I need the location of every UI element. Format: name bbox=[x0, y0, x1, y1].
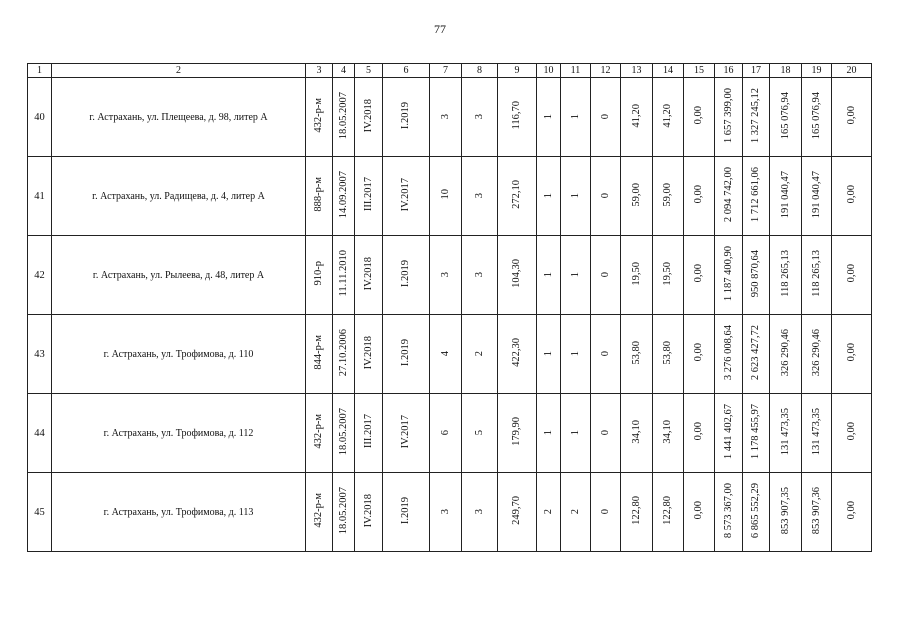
value-cell bbox=[715, 78, 743, 157]
cell-text: 19,50 bbox=[662, 261, 673, 286]
cell-text: 27.10.2006 bbox=[337, 328, 349, 377]
value-cell bbox=[333, 157, 355, 236]
address-cell: г. Астрахань, ул. Трофимова, д. 110 bbox=[52, 315, 306, 394]
cell-text: 3 bbox=[439, 509, 451, 515]
value-cell bbox=[743, 78, 770, 157]
value-cell bbox=[498, 394, 537, 473]
cell-text: 0 bbox=[599, 509, 611, 515]
cell-text: 1 441 402,67 bbox=[722, 403, 734, 460]
column-number-cell: 10 bbox=[537, 64, 561, 78]
cell-text: 0,00 bbox=[845, 501, 857, 520]
value-cell bbox=[832, 473, 872, 552]
value-cell bbox=[498, 473, 537, 552]
value-cell bbox=[306, 157, 333, 236]
value-cell bbox=[355, 473, 383, 552]
value-cell bbox=[621, 315, 653, 394]
cell-text: 2 623 427,72 bbox=[750, 324, 761, 381]
value-cell bbox=[802, 236, 832, 315]
cell-text: 326 290,46 bbox=[810, 328, 822, 377]
value-cell bbox=[621, 157, 653, 236]
value-cell bbox=[802, 473, 832, 552]
value-cell bbox=[462, 157, 498, 236]
cell-text: 910-р bbox=[313, 261, 324, 286]
value-cell bbox=[430, 236, 462, 315]
value-cell bbox=[653, 78, 684, 157]
column-number-cell: 20 bbox=[832, 64, 872, 78]
value-cell bbox=[621, 236, 653, 315]
cell-text: 1 bbox=[542, 272, 554, 278]
cell-text: I.2019 bbox=[400, 338, 411, 367]
page-number: 77 bbox=[434, 22, 446, 36]
cell-text: 0,00 bbox=[845, 264, 857, 283]
cell-text: 118 265,13 bbox=[779, 250, 791, 297]
cell-text: 41,20 bbox=[662, 103, 673, 128]
cell-text: 6 bbox=[439, 430, 451, 436]
value-cell bbox=[430, 78, 462, 157]
cell-text: 326 290,46 bbox=[779, 328, 791, 377]
table-row bbox=[28, 236, 872, 315]
cell-text: 14.09.2007 bbox=[337, 170, 349, 219]
address-cell: г. Астрахань, ул. Радищева, д. 4, литер А bbox=[52, 157, 306, 236]
value-cell bbox=[430, 157, 462, 236]
value-cell bbox=[561, 315, 591, 394]
row-number-cell: 44 bbox=[28, 394, 52, 473]
value-cell bbox=[621, 394, 653, 473]
value-cell bbox=[333, 236, 355, 315]
value-cell bbox=[383, 236, 430, 315]
cell-text: 34,10 bbox=[662, 419, 673, 444]
value-cell bbox=[653, 315, 684, 394]
value-cell bbox=[684, 78, 715, 157]
cell-text: I.2019 bbox=[400, 259, 411, 288]
cell-text: 3 bbox=[439, 114, 451, 120]
cell-text: 18.05.2007 bbox=[337, 486, 349, 535]
value-cell bbox=[498, 157, 537, 236]
cell-text: 1 657 399,00 bbox=[722, 87, 734, 144]
value-cell bbox=[537, 315, 561, 394]
cell-text: 853 907,36 bbox=[810, 486, 822, 535]
cell-text: 191 040,47 bbox=[779, 170, 791, 219]
value-cell bbox=[684, 236, 715, 315]
value-cell bbox=[333, 394, 355, 473]
column-number-cell: 8 bbox=[462, 64, 498, 78]
value-cell bbox=[715, 157, 743, 236]
cell-text: 0 bbox=[599, 114, 611, 120]
cell-text: 0,00 bbox=[693, 264, 704, 283]
value-cell bbox=[306, 78, 333, 157]
column-number-cell: 14 bbox=[653, 64, 684, 78]
cell-text: 2 094 742,00 bbox=[722, 166, 734, 223]
cell-text: 0 bbox=[599, 193, 611, 199]
cell-text: 1 bbox=[569, 114, 581, 120]
value-cell bbox=[743, 236, 770, 315]
table-row bbox=[28, 473, 872, 552]
value-cell bbox=[355, 78, 383, 157]
column-number-cell: 19 bbox=[802, 64, 832, 78]
address-cell: г. Астрахань, ул. Рылеева, д. 48, литер А bbox=[52, 236, 306, 315]
cell-text: 432-р-м bbox=[313, 414, 324, 449]
cell-text: 0 bbox=[599, 430, 611, 436]
column-number-cell: 6 bbox=[383, 64, 430, 78]
value-cell bbox=[715, 394, 743, 473]
cell-text: I.2019 bbox=[400, 101, 411, 130]
register-table bbox=[27, 63, 872, 552]
cell-text: 4 bbox=[439, 351, 451, 357]
column-number-cell: 4 bbox=[333, 64, 355, 78]
value-cell bbox=[832, 157, 872, 236]
column-number-cell: 11 bbox=[561, 64, 591, 78]
column-number-row bbox=[28, 64, 872, 78]
value-cell bbox=[498, 78, 537, 157]
value-cell bbox=[383, 473, 430, 552]
address-cell: г. Астрахань, ул. Трофимова, д. 112 bbox=[52, 394, 306, 473]
cell-text: 432-р-м bbox=[313, 98, 324, 133]
value-cell bbox=[355, 315, 383, 394]
value-cell bbox=[383, 78, 430, 157]
value-cell bbox=[770, 315, 802, 394]
value-cell bbox=[770, 394, 802, 473]
value-cell bbox=[306, 394, 333, 473]
value-cell bbox=[832, 78, 872, 157]
cell-text: 0,00 bbox=[845, 106, 857, 125]
cell-text: 0 bbox=[599, 351, 611, 357]
value-cell bbox=[770, 473, 802, 552]
cell-text: 118 265,13 bbox=[810, 250, 822, 297]
cell-text: 6 865 552,29 bbox=[750, 482, 761, 539]
cell-text: 131 473,35 bbox=[810, 407, 822, 456]
value-cell bbox=[498, 315, 537, 394]
cell-text: 1 bbox=[569, 272, 581, 278]
cell-text: 0,00 bbox=[693, 501, 704, 520]
cell-text: 3 bbox=[439, 272, 451, 278]
cell-text: 1 bbox=[542, 351, 554, 357]
cell-text: 3 bbox=[473, 509, 485, 515]
cell-text: 59,00 bbox=[630, 182, 642, 207]
cell-text: 0,00 bbox=[845, 343, 857, 362]
value-cell bbox=[653, 157, 684, 236]
value-cell bbox=[802, 78, 832, 157]
value-cell bbox=[591, 236, 621, 315]
cell-text: 0,00 bbox=[693, 185, 704, 204]
value-cell bbox=[561, 157, 591, 236]
value-cell bbox=[715, 236, 743, 315]
column-number-cell: 17 bbox=[743, 64, 770, 78]
value-cell bbox=[561, 473, 591, 552]
column-number-cell: 16 bbox=[715, 64, 743, 78]
cell-text: 1 bbox=[542, 114, 554, 120]
column-number-cell: 9 bbox=[498, 64, 537, 78]
value-cell bbox=[498, 236, 537, 315]
column-number-cell: 13 bbox=[621, 64, 653, 78]
value-cell bbox=[333, 78, 355, 157]
cell-text: 8 573 367,00 bbox=[722, 482, 734, 539]
cell-text: 249,70 bbox=[511, 496, 522, 525]
cell-text: 1 bbox=[569, 193, 581, 199]
cell-text: 0,00 bbox=[693, 106, 704, 125]
value-cell bbox=[537, 394, 561, 473]
value-cell bbox=[743, 473, 770, 552]
value-cell bbox=[591, 473, 621, 552]
value-cell bbox=[430, 394, 462, 473]
row-number-cell: 42 bbox=[28, 236, 52, 315]
value-cell bbox=[383, 394, 430, 473]
cell-text: 0,00 bbox=[693, 422, 704, 441]
column-number-cell: 18 bbox=[770, 64, 802, 78]
value-cell bbox=[561, 78, 591, 157]
cell-text: 1 327 245,12 bbox=[750, 87, 761, 144]
cell-text: 2 bbox=[473, 351, 485, 357]
cell-text: 41,20 bbox=[630, 103, 642, 128]
row-number-cell: 45 bbox=[28, 473, 52, 552]
column-number-cell: 2 bbox=[52, 64, 306, 78]
column-number-cell: 15 bbox=[684, 64, 715, 78]
cell-text: 888-р-м bbox=[313, 177, 324, 212]
value-cell bbox=[770, 236, 802, 315]
value-cell bbox=[591, 78, 621, 157]
value-cell bbox=[537, 473, 561, 552]
value-cell bbox=[561, 394, 591, 473]
column-number-cell: 1 bbox=[28, 64, 52, 78]
cell-text: 165 076,94 bbox=[810, 91, 822, 140]
cell-text: 272,10 bbox=[511, 180, 522, 209]
cell-text: 1 178 455,97 bbox=[750, 403, 761, 460]
cell-text: 18.05.2007 bbox=[337, 91, 349, 140]
cell-text: I.2019 bbox=[400, 496, 411, 525]
table-row bbox=[28, 157, 872, 236]
value-cell bbox=[653, 473, 684, 552]
cell-text: 165 076,94 bbox=[779, 91, 791, 140]
cell-text: 2 bbox=[542, 509, 554, 515]
value-cell bbox=[537, 236, 561, 315]
row-number-cell: 40 bbox=[28, 78, 52, 157]
value-cell bbox=[537, 157, 561, 236]
cell-text: 1 712 661,06 bbox=[750, 166, 761, 223]
cell-text: 179,90 bbox=[511, 417, 522, 446]
cell-text: 18.05.2007 bbox=[337, 407, 349, 456]
cell-text: 432-р-м bbox=[313, 493, 324, 528]
value-cell bbox=[561, 236, 591, 315]
value-cell bbox=[743, 157, 770, 236]
row-number-cell: 43 bbox=[28, 315, 52, 394]
value-cell bbox=[802, 394, 832, 473]
value-cell bbox=[355, 157, 383, 236]
cell-text: 3 bbox=[473, 193, 485, 199]
cell-text: 0,00 bbox=[845, 185, 857, 204]
cell-text: 0,00 bbox=[845, 422, 857, 441]
value-cell bbox=[684, 315, 715, 394]
column-number-cell: 5 bbox=[355, 64, 383, 78]
value-cell bbox=[832, 315, 872, 394]
value-cell bbox=[462, 236, 498, 315]
cell-text: 422,30 bbox=[511, 338, 522, 367]
cell-text: 122,80 bbox=[662, 496, 673, 525]
value-cell bbox=[355, 394, 383, 473]
cell-text: 3 bbox=[473, 272, 485, 278]
cell-text: III.2017 bbox=[362, 177, 374, 212]
value-cell bbox=[462, 315, 498, 394]
value-cell bbox=[306, 473, 333, 552]
row-number-cell: 41 bbox=[28, 157, 52, 236]
cell-text: 104,30 bbox=[511, 259, 522, 288]
value-cell bbox=[306, 315, 333, 394]
value-cell bbox=[653, 236, 684, 315]
cell-text: 3 bbox=[473, 114, 485, 120]
cell-text: 131 473,35 bbox=[779, 407, 791, 456]
cell-text: IV.2017 bbox=[400, 177, 411, 212]
value-cell bbox=[383, 157, 430, 236]
value-cell bbox=[802, 315, 832, 394]
value-cell bbox=[333, 473, 355, 552]
value-cell bbox=[355, 236, 383, 315]
cell-text: 5 bbox=[473, 430, 485, 436]
value-cell bbox=[715, 315, 743, 394]
cell-text: 116,70 bbox=[511, 101, 522, 130]
cell-text: 2 bbox=[569, 509, 581, 515]
value-cell bbox=[832, 236, 872, 315]
value-cell bbox=[462, 473, 498, 552]
cell-text: 53,80 bbox=[662, 340, 673, 365]
value-cell bbox=[591, 315, 621, 394]
value-cell bbox=[591, 157, 621, 236]
address-cell: г. Астрахань, ул. Трофимова, д. 113 bbox=[52, 473, 306, 552]
value-cell bbox=[462, 78, 498, 157]
value-cell bbox=[333, 315, 355, 394]
cell-text: 950 870,64 bbox=[750, 249, 761, 298]
value-cell bbox=[306, 236, 333, 315]
cell-text: 191 040,47 bbox=[810, 170, 822, 219]
value-cell bbox=[770, 78, 802, 157]
value-cell bbox=[832, 394, 872, 473]
value-cell bbox=[684, 473, 715, 552]
value-cell bbox=[684, 394, 715, 473]
cell-text: 122,80 bbox=[630, 496, 642, 525]
column-number-cell: 12 bbox=[591, 64, 621, 78]
value-cell bbox=[743, 315, 770, 394]
cell-text: 1 bbox=[569, 351, 581, 357]
value-cell bbox=[537, 78, 561, 157]
cell-text: 844-р-м bbox=[313, 335, 324, 370]
table-row bbox=[28, 78, 872, 157]
value-cell bbox=[621, 78, 653, 157]
cell-text: 1 187 400,90 bbox=[722, 245, 734, 302]
column-number-cell: 3 bbox=[306, 64, 333, 78]
address-cell: г. Астрахань, ул. Плещеева, д. 98, литер А bbox=[52, 78, 306, 157]
cell-text: IV.2017 bbox=[400, 414, 411, 449]
cell-text: 53,80 bbox=[630, 340, 642, 365]
value-cell bbox=[621, 473, 653, 552]
cell-text: 1 bbox=[569, 430, 581, 436]
value-cell bbox=[715, 473, 743, 552]
value-cell bbox=[430, 315, 462, 394]
cell-text: 1 bbox=[542, 430, 554, 436]
value-cell bbox=[383, 315, 430, 394]
value-cell bbox=[591, 394, 621, 473]
column-number-cell: 7 bbox=[430, 64, 462, 78]
cell-text: 0 bbox=[599, 272, 611, 278]
value-cell bbox=[770, 157, 802, 236]
cell-text: 10 bbox=[439, 189, 451, 200]
cell-text: 853 907,35 bbox=[779, 486, 791, 535]
cell-text: 19,50 bbox=[630, 261, 642, 286]
value-cell bbox=[430, 473, 462, 552]
cell-text: 3 276 008,64 bbox=[722, 324, 734, 381]
cell-text: IV.2018 bbox=[362, 335, 374, 370]
cell-text: 59,00 bbox=[662, 182, 673, 207]
value-cell bbox=[743, 394, 770, 473]
value-cell bbox=[653, 394, 684, 473]
value-cell bbox=[684, 157, 715, 236]
cell-text: 34,10 bbox=[630, 419, 642, 444]
table-row bbox=[28, 315, 872, 394]
cell-text: IV.2018 bbox=[362, 493, 374, 528]
cell-text: IV.2018 bbox=[362, 256, 374, 291]
table-row bbox=[28, 394, 872, 473]
cell-text: IV.2018 bbox=[362, 98, 374, 133]
cell-text: 0,00 bbox=[693, 343, 704, 362]
cell-text: III.2017 bbox=[362, 414, 374, 449]
value-cell bbox=[462, 394, 498, 473]
cell-text: 11.11.2010 bbox=[337, 250, 349, 297]
value-cell bbox=[802, 157, 832, 236]
cell-text: 1 bbox=[542, 193, 554, 199]
